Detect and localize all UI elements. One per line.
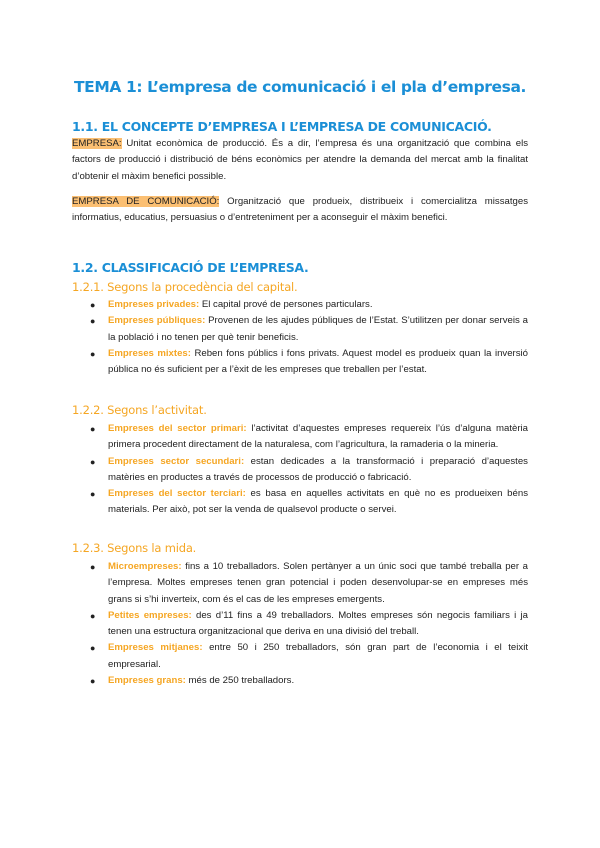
bullet-icon: ● xyxy=(90,424,96,434)
list-item-term: Empreses mitjanes: xyxy=(108,642,203,654)
empresa-comunicacio-definition xyxy=(72,194,528,227)
list-item xyxy=(72,640,528,673)
subsection-heading-1-2-2: 1.2.2. Segons l’activitat. xyxy=(72,403,207,417)
list-item-term: Empreses del sector terciari: xyxy=(108,488,246,500)
list-item xyxy=(72,313,528,346)
list-item-term: Petites empreses: xyxy=(108,609,192,621)
empresa-definition xyxy=(72,136,528,185)
list-item-text: estan dedicades a la transformació i preparació d’aquestes matèries en productes a través de processos de producció o fabricació. xyxy=(108,455,528,483)
mida-list xyxy=(72,559,528,689)
bullet-icon: ● xyxy=(90,300,96,310)
list-item xyxy=(72,559,528,608)
list-item-term: Empreses del sector primari: xyxy=(108,423,247,434)
list-item-text: Provenen de les ajudes públiques de l’Estat. S’utilitzen per donar serveis a la població i no tenen per què tenir beneficis. xyxy=(108,315,529,343)
bullet-icon: ● xyxy=(90,676,96,687)
section-heading-1-1: 1.1. EL CONCEPTE D’EMPRESA I L’EMPRESA DE COMUNICACIÓ. xyxy=(72,119,492,134)
bullet-icon: ● xyxy=(90,316,96,327)
list-item-text: l’activitat d’aquestes empreses requereix l’ús d’alguna matèria primera procedent directament de la naturalesa, com l’agricultura, la ramaderia o la mineria. xyxy=(108,423,528,451)
list-item-text: més de 250 treballadors. xyxy=(185,675,295,687)
subsection-heading-1-2-3: 1.2.3. Segons la mida. xyxy=(72,541,197,555)
list-item xyxy=(72,346,528,379)
bullet-icon: ● xyxy=(90,610,96,621)
list-item-text: El capital prové de persones particulars. xyxy=(199,299,373,310)
list-item-term: Empreses privades: xyxy=(108,299,200,310)
capital-list xyxy=(72,297,528,378)
list-item xyxy=(72,486,528,519)
bullet-icon: ● xyxy=(90,643,96,654)
bullet-icon: ● xyxy=(90,562,96,572)
empresa-comunicacio-text: Organització que produeix, distribueix i comercialitza missatges informatius, educatius, persuasius o d’entreteniment per a aconseguir el màxim benefici. xyxy=(72,196,528,224)
list-item xyxy=(72,297,528,313)
bullet-icon: ● xyxy=(90,348,96,359)
empresa-term: EMPRESA: xyxy=(72,138,122,149)
list-item-term: Empreses grans: xyxy=(108,675,186,687)
list-item-text: es basa en aquelles activitats en què no es produeixen béns materials. Per això, pot ser la venda de qualsevol producte o servei. xyxy=(108,488,528,516)
list-item-term: Empreses públiques: xyxy=(108,315,206,327)
list-item-text: des d’11 fins a 49 treballadors. Moltes empreses són negocis familiars i ja tenen una estructura organitzacional que deriva en una divisió del treball. xyxy=(108,609,528,638)
list-item xyxy=(72,454,528,487)
list-item-term: Empreses sector secundari: xyxy=(108,455,245,467)
list-item xyxy=(72,608,528,641)
bullet-icon: ● xyxy=(90,489,96,500)
empresa-text: Unitat econòmica de producció. És a dir, l’empresa és una organització que combina els factors de producció i distribució de béns econòmics per atendre la demanda del mercat amb la finalitat d’obtenir el màxim benefici possible. xyxy=(72,138,528,182)
list-item-text: fins a 10 treballadors. Solen pertànyer a un únic soci que també treballa per a l’empresa. Moltes empreses tenen gran potencial i poden desenvolupar-se en empreses més grans si s’hi inverteix, com és el cas de les empreses emergents. xyxy=(108,561,528,605)
empresa-comunicacio-term: EMPRESA DE COMUNICACIÓ: xyxy=(72,196,220,207)
list-item-text: Reben fons públics i fons privats. Aquest model es produeix quan la inversió pública no és suficient per a l’èxit de les empreses que treballen per l’estat. xyxy=(108,347,529,376)
list-item-term: Microempreses: xyxy=(108,561,182,572)
section-heading-1-2: 1.2. CLASSIFICACIÓ DE L’EMPRESA. xyxy=(72,260,309,275)
list-item-text: entre 50 i 250 treballadors, són gran part de l’economia i el teixit empresarial. xyxy=(108,642,528,670)
page-title: TEMA 1: L’empresa de comunicació i el pla d’empresa. xyxy=(74,78,526,96)
list-item-term: Empreses mixtes: xyxy=(108,347,191,359)
activitat-list xyxy=(72,421,528,519)
subsection-heading-1-2-1: 1.2.1. Segons la procedència del capital. xyxy=(72,280,298,294)
list-item xyxy=(72,421,528,454)
bullet-icon: ● xyxy=(90,456,96,467)
list-item xyxy=(72,673,528,689)
